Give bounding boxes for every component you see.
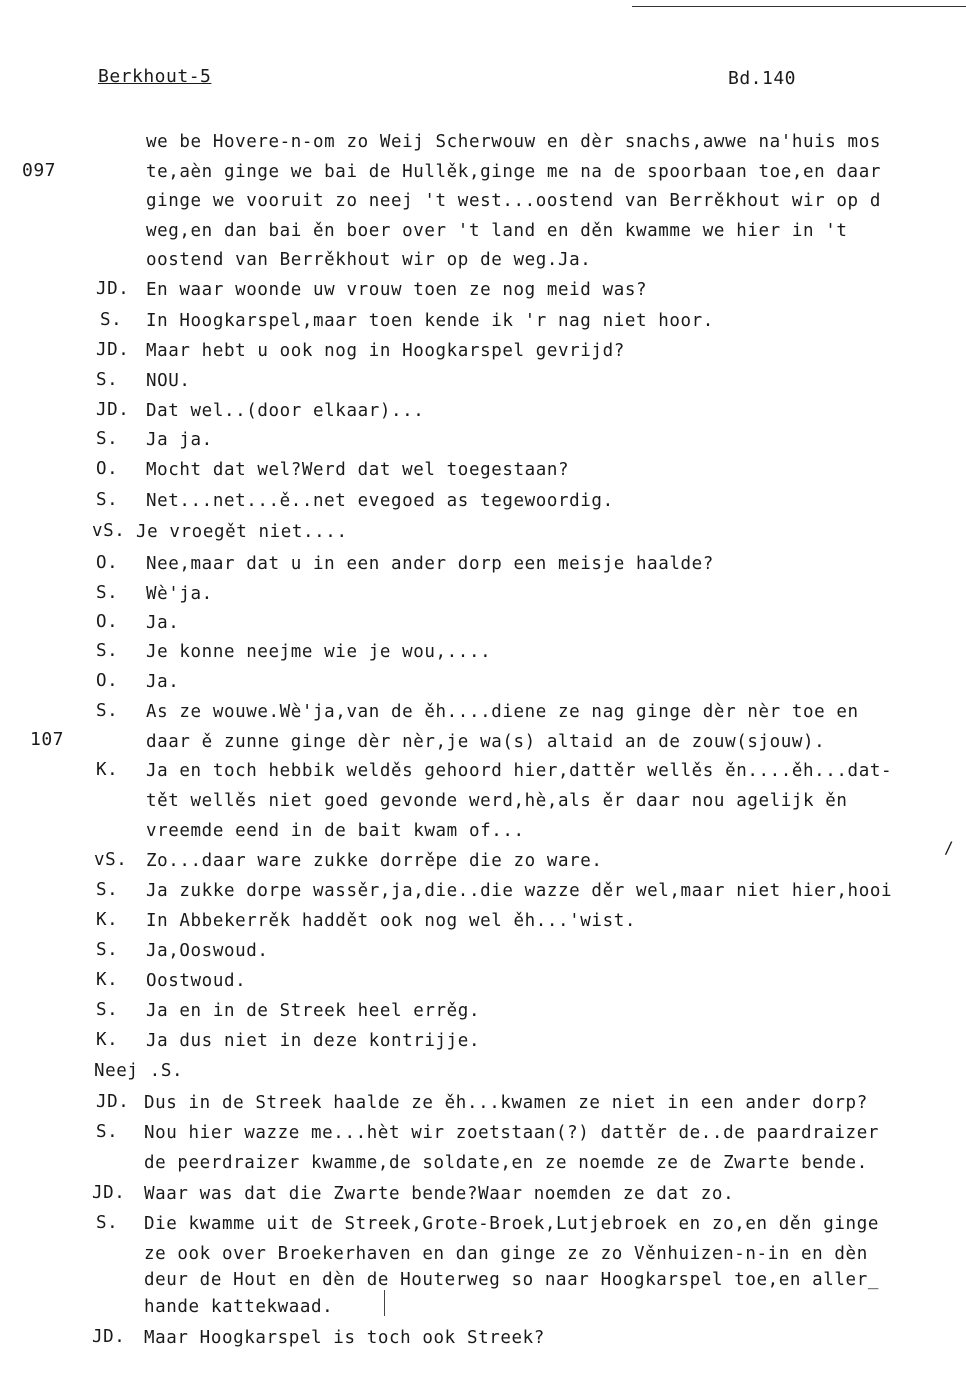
page-header-reference: Bd.140 [728, 68, 797, 89]
pen-mark: / [944, 838, 954, 857]
transcript-line: Nee,maar dat u in een ander dorp een meisje haalde? [146, 554, 714, 574]
speaker-label: S. [96, 429, 119, 449]
transcript-line: Ja zukke dorpe wassěr,ja,die..die wazze děr wel,maar niet hier,hooi [146, 881, 893, 901]
transcript-line: vreemde eend in de bait kwam of... [146, 821, 525, 841]
transcript-line: Ja. [146, 672, 180, 692]
transcript-line: deur de Hout en dèn de Houterweg so naar Hoogkarspel toe,en aller_ [144, 1270, 879, 1290]
speaker-label: S. [96, 1213, 119, 1233]
page-header-title: Berkhout-5 [98, 66, 212, 87]
transcript-line: Ja,Ooswoud. [146, 941, 269, 961]
transcript-line: Oostwoud. [146, 971, 247, 991]
speaker-label: O. [96, 553, 119, 573]
speaker-label: JD. [92, 1183, 126, 1203]
transcript-line: ginge we vooruit zo neej 't west...oostend van Berrěkhout wir op d [146, 191, 881, 211]
transcript-line: Die kwamme uit de Streek,Grote-Broek,Lutjebroek en zo,en děn ginge [144, 1214, 879, 1234]
transcript-line: Ja en in de Streek heel errěg. [146, 1001, 481, 1021]
transcript-line: NOU. [146, 371, 191, 391]
transcript-line: Ja. [146, 613, 180, 633]
speaker-label: JD. [96, 1092, 130, 1112]
transcript-line: hande kattekwaad. [144, 1297, 334, 1317]
transcript-line: Maar hebt u ook nog in Hoogkarspel gevrijd? [146, 341, 625, 361]
transcript-line: oostend van Berrěkhout wir op de weg.Ja. [146, 250, 592, 270]
transcript-line: Neej .S. [94, 1061, 184, 1081]
transcript-line: In Hoogkarspel,maar toen kende ik 'r nag niet hoor. [146, 311, 714, 331]
speaker-label: O. [96, 459, 119, 479]
speaker-label: S. [96, 490, 119, 510]
transcript-line: weg,en dan bai ěn boer over 't land en děn kwamme we hier in 't [146, 221, 848, 241]
speaker-label: K. [96, 1030, 119, 1050]
transcript-line: ze ook over Broekerhaven en dan ginge ze zo Věnhuizen-n-in en dèn [144, 1244, 868, 1264]
transcript-line: Waar was dat die Zwarte bende?Waar noemden ze dat zo. [144, 1184, 735, 1204]
margin-number: 097 [22, 160, 57, 181]
transcript-line: we be Hovere-n-om zo Weij Scherwouw en dèr snachs,awwe na'huis mos [146, 132, 881, 152]
transcript-line: Maar Hoogkarspel is toch ook Streek? [144, 1328, 545, 1348]
speaker-label: O. [96, 671, 119, 691]
speaker-label: S. [96, 701, 119, 721]
transcript-line: Je vroegět niet.... [136, 522, 348, 542]
transcript-line: te,aèn ginge we bai de Hullěk,ginge me na de spoorbaan toe,en daar [146, 162, 881, 182]
transcript-line: Nou hier wazze me...hèt wir zoetstaan(?) dattěr de..de paardraizer [144, 1123, 879, 1143]
speaker-label: JD. [96, 340, 130, 360]
speaker-label: JD. [96, 279, 130, 299]
speaker-label: JD. [92, 1327, 126, 1347]
transcript-line: As ze wouwe.Wè'ja,van de ěh....diene ze nag ginge dèr nèr toe en [146, 702, 859, 722]
transcript-line: Wè'ja. [146, 584, 213, 604]
speaker-label: S. [100, 310, 123, 330]
top-rule [632, 6, 966, 7]
transcript-line: Zo...daar ware zukke dorrěpe die zo ware. [146, 851, 603, 871]
speaker-label: S. [96, 1122, 119, 1142]
transcript-line: En waar woonde uw vrouw toen ze nog meid was? [146, 280, 648, 300]
transcript-line: Ja dus niet in deze kontrijje. [146, 1031, 481, 1051]
transcript-line: Je konne neejme wie je wou,.... [146, 642, 492, 662]
speaker-label: O. [96, 612, 119, 632]
transcript-line: Mocht dat wel?Werd dat wel toegestaan? [146, 460, 570, 480]
speaker-label: S. [96, 1000, 119, 1020]
speaker-label: K. [96, 970, 119, 990]
transcript-line: Dat wel..(door elkaar)... [146, 401, 425, 421]
transcript-line: Ja ja. [146, 430, 213, 450]
transcript-line: daar ě zunne ginge dèr nèr,je wa(s) altaid an de zouw(sjouw). [146, 732, 826, 752]
speaker-label: S. [96, 583, 119, 603]
transcript-line: de peerdraizer kwamme,de soldate,en ze noemde ze de Zwarte bende. [144, 1153, 868, 1173]
speaker-label: vS. [94, 850, 128, 870]
margin-number: 107 [30, 729, 65, 750]
speaker-label: S. [96, 370, 119, 390]
speaker-label: S. [96, 880, 119, 900]
speaker-label: K. [96, 760, 119, 780]
speaker-label: vS. [92, 521, 126, 541]
transcript-line: tět wellěs niet goed gevonde werd,hè,als ěr daar nou agelijk ěn [146, 791, 848, 811]
speaker-label: S. [96, 641, 119, 661]
speaker-label: S. [96, 940, 119, 960]
transcript-line: Net...net...ě..net evegoed as tegewoordig. [146, 491, 614, 511]
pen-stroke [384, 1290, 385, 1316]
speaker-label: JD. [96, 400, 130, 420]
transcript-line: Dus in de Streek haalde ze ěh...kwamen ze niet in een ander dorp? [144, 1093, 868, 1113]
transcript-line: Ja en toch hebbik welděs gehoord hier,dattěr wellěs ěn....ěh...dat- [146, 761, 893, 781]
speaker-label: K. [96, 910, 119, 930]
transcript-line: In Abbekerrěk haddět ook nog wel ěh...'wist. [146, 911, 636, 931]
